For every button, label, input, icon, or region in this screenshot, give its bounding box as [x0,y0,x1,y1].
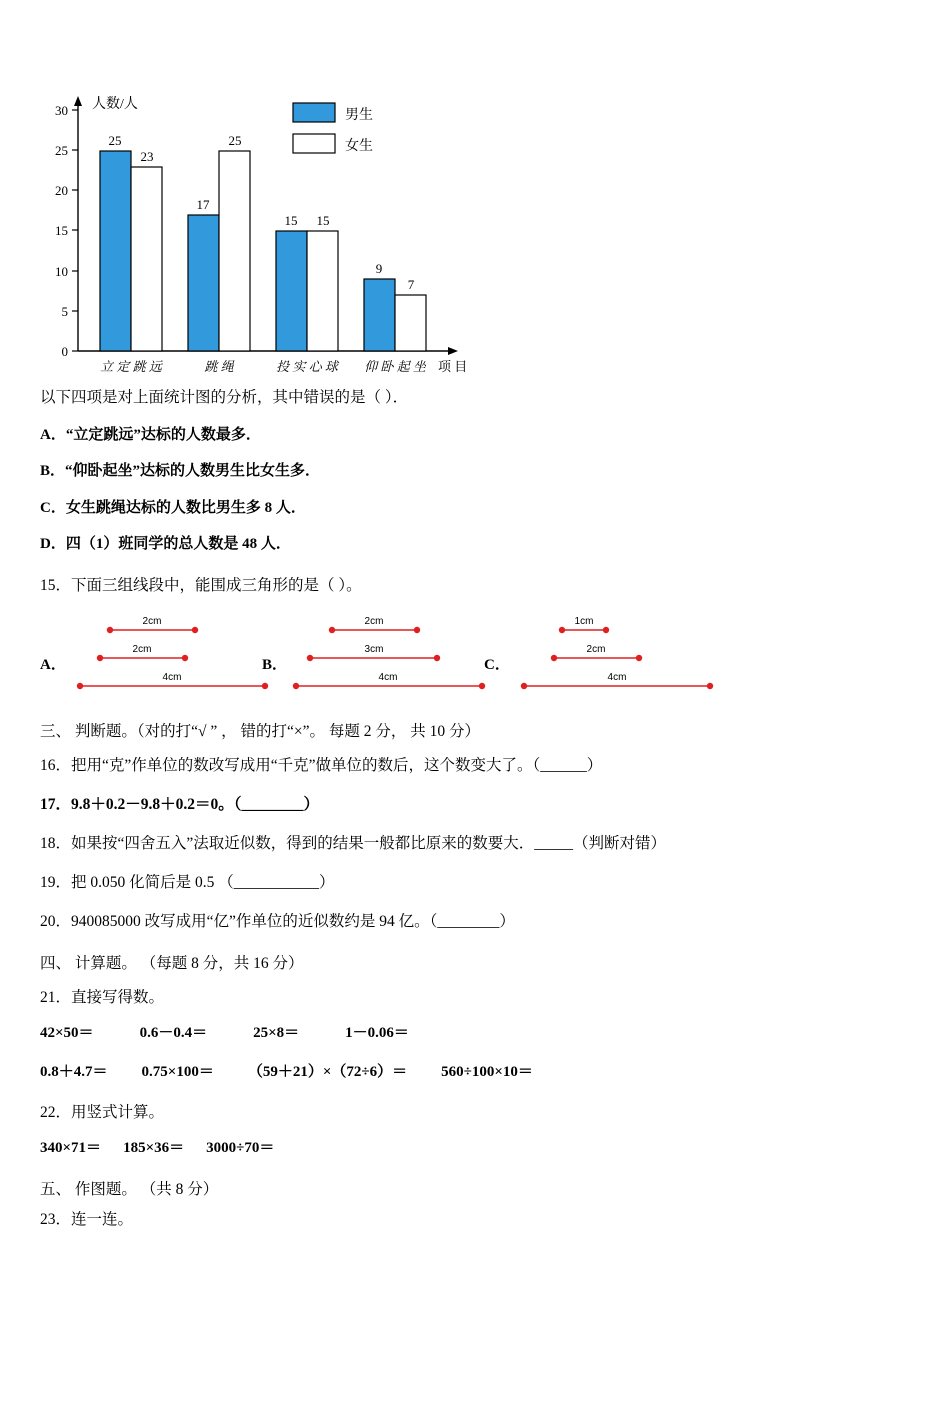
bar-value-female-3: 15 [316,213,330,228]
bar-male-3 [276,231,307,351]
q15-label-b: B． [262,657,288,674]
svg-text:4cm: 4cm [162,672,182,684]
bar-value-male-1: 25 [108,133,122,148]
q22-item-1: 340×71＝ [40,1139,102,1156]
q21-item-7: （59＋21）×（72÷6）＝ [247,1064,408,1081]
svg-text:1cm: 1cm [574,616,594,628]
chart-svg [40,76,510,386]
q22-heading: 22．用竖式计算。 [40,1103,165,1121]
bar-female-3 [307,231,338,351]
q14-option-a [40,424,910,447]
svg-text:2cm: 2cm [364,616,384,628]
bar-male-1 [100,151,131,351]
tf-item-19: 19．把 0.050 化简后是 0.5 （___________） [40,874,335,892]
tf-item-18: 18．如果按“四舍五入”法取近似数，得到的结果一般都比原来的数要大．_____（判断对错） [40,835,667,853]
q14-option-c [40,497,910,520]
svg-text:25: 25 [55,143,68,158]
legend-label-female: 女生 [345,139,373,154]
q23-heading: 23．连一连。 [40,1210,134,1228]
section-3-heading: 三、 判断题。（对的打“√ ” ， 错的打“×”。 每题 2 分， 共 10 分） [40,723,481,741]
chart-legend [293,103,373,154]
q21-item-3: 25×8＝ [253,1025,300,1042]
bar-male-2 [188,215,219,351]
bar-female-4 [395,295,426,351]
svg-text:15: 15 [55,223,68,238]
svg-text:投 实 心 球: 投 实 心 球 [276,359,338,374]
q21-item-2: 0.6－0.4＝ [139,1025,208,1042]
q14-option-d-text: 四（1）班同学的总人数是 48 人． [65,535,291,552]
bar-value-female-2: 25 [228,133,242,148]
y-tick-labels [55,103,68,359]
svg-text:30: 30 [55,103,68,118]
svg-text:2cm: 2cm [586,644,606,656]
svg-text:2cm: 2cm [132,644,152,656]
q15-diagrams [40,612,910,702]
bar-value-male-2: 17 [196,197,210,212]
x-axis-title: 项 目 [438,359,468,374]
bar-female-1 [131,167,162,351]
svg-text:3cm: 3cm [364,644,384,656]
document-body [40,386,910,1232]
y-ticks [72,110,78,351]
svg-text:2cm: 2cm [142,616,162,628]
tf-item-20: 20．940085000 改写成用“亿”作单位的近似数约是 94 亿。（________） [40,913,515,931]
svg-text:跳 绳: 跳 绳 [204,359,234,374]
q14-option-d [40,533,910,556]
q21-heading: 21．直接写得数。 [40,989,165,1007]
x-axis-arrow [448,347,458,355]
q21-row-2 [40,1061,910,1084]
bar-value-female-4: 7 [407,277,415,292]
q14-option-b-text: “仰卧起坐”达标的人数男生比女生多． [65,463,321,480]
q15-label-c: C． [484,657,510,674]
q14-option-a-label: A． [40,427,66,444]
q15-prompt: 15．下面三组线段中，能围成三角形的是（ ）。 [40,577,362,595]
q21-item-8: 560÷100×10＝ [441,1064,533,1081]
q14-option-c-text: 女生跳绳达标的人数比男生多 8 人． [65,499,306,516]
tf-item-17: 17．9.8＋0.2－9.8＋0.2＝0。（________） [40,796,320,814]
q21-item-1: 42×50＝ [40,1025,94,1042]
q21-item-4: 1－0.06＝ [345,1025,409,1042]
svg-text:4cm: 4cm [607,672,627,684]
q15-group-b [292,612,502,702]
svg-text:立 定 跳 远: 立 定 跳 远 [100,359,162,374]
section-4-heading: 四、 计算题。 （每题 8 分，共 16 分） [40,955,304,973]
svg-text:4cm: 4cm [378,672,398,684]
y-axis-title: 人数/人 [92,97,138,112]
legend-swatch-female [293,134,335,153]
q14-option-c-label: C． [40,499,66,516]
svg-text:5: 5 [61,304,68,319]
q14-option-b [40,460,910,483]
q14-option-d-label: D． [40,535,66,552]
q22-item-2: 185×36＝ [123,1139,185,1156]
y-axis-arrow [74,96,82,106]
q21-item-6: 0.75×100＝ [141,1064,214,1081]
bar-female-2 [219,151,250,351]
q14-option-a-text: “立定跳远”达标的人数最多． [65,427,261,444]
q15-group-a [70,612,280,702]
q15-label-a: A． [40,657,66,674]
section-5-heading: 五、 作图题。 （共 8 分） [40,1180,219,1198]
x-tick-labels [100,359,428,374]
bar-chart [40,76,510,386]
tf-item-16: 16．把用“克”作单位的数改写成用“千克”做单位的数后，这个数变大了。（______） [40,757,603,775]
bar-male-4 [364,279,395,351]
legend-label-male: 男生 [345,108,373,123]
bar-value-female-1: 23 [140,149,154,164]
svg-text:20: 20 [55,183,68,198]
bar-value-male-4: 9 [375,261,383,276]
q15-group-c [514,612,724,702]
q14-option-b-label: B． [40,463,66,480]
exam-page [0,76,950,1420]
q22-row [40,1137,910,1160]
legend-swatch-male [293,103,335,122]
bar-value-male-3: 15 [284,213,298,228]
q21-item-5: 0.8＋4.7＝ [40,1064,108,1081]
q14-prompt: 以下四项是对上面统计图的分析，其中错误的是（ ）． [40,389,409,406]
q21-row-1 [40,1022,910,1045]
svg-text:0: 0 [61,344,68,359]
svg-text:仰 卧 起 坐: 仰 卧 起 坐 [364,359,426,374]
svg-text:10: 10 [55,264,68,279]
q22-item-3: 3000÷70＝ [206,1139,275,1156]
